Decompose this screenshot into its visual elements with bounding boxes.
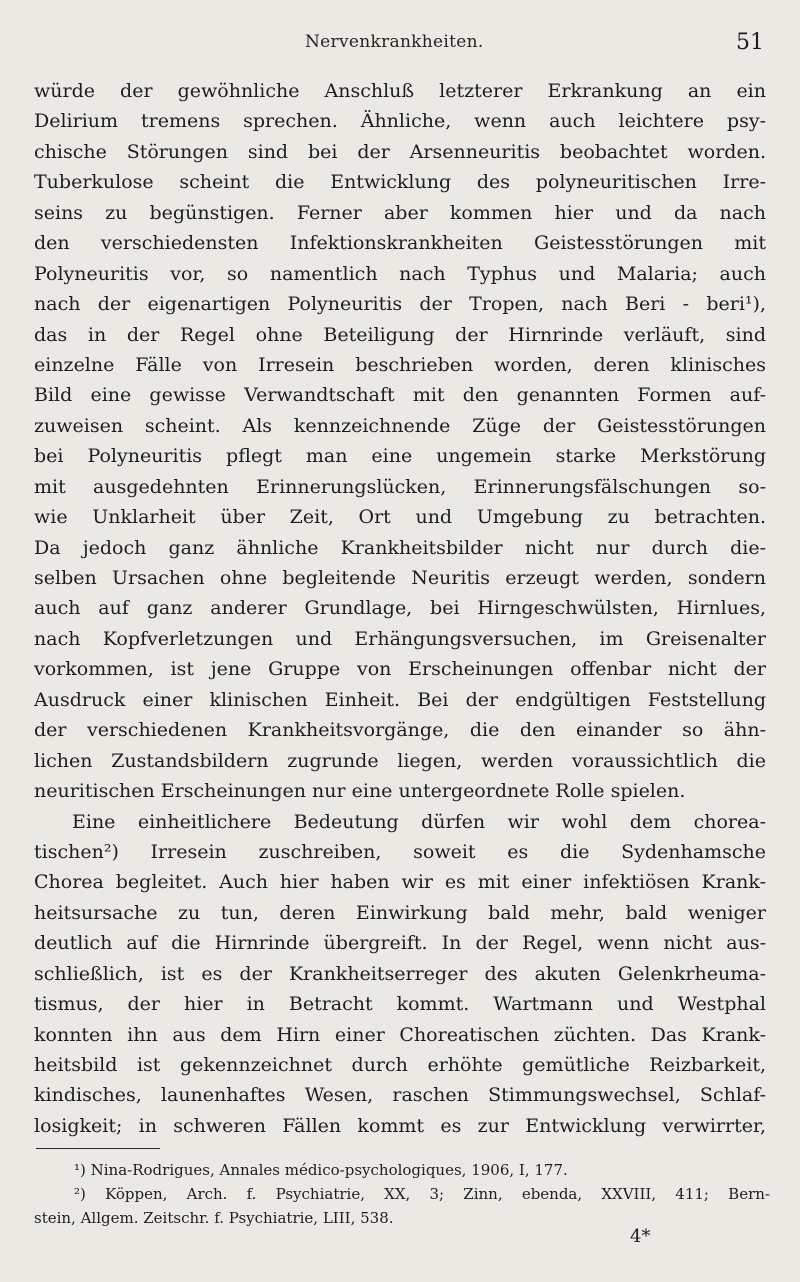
- text-line: lichen Zustandsbildern zugrunde liegen, werden voraussichtlich die: [34, 749, 766, 772]
- text-line: zuweisen scheint. Als kennzeichnende Züge der Geistesstörungen: [34, 414, 766, 437]
- main-text: [34, 76, 766, 1141]
- text-line: mit ausgedehnten Erinnerungslücken, Erinnerungsfälschungen so-: [34, 475, 766, 498]
- text-line: Ausdruck einer klinischen Einheit. Bei der endgültigen Feststellung: [34, 688, 766, 711]
- text-line: seins zu begünstigen. Ferner aber kommen hier und da nach: [34, 201, 766, 224]
- text-line: neuritischen Erscheinungen nur eine untergeordnete Rolle spielen.: [34, 780, 686, 803]
- text-line: heitsursache zu tun, deren Einwirkung bald mehr, bald weniger: [34, 901, 766, 924]
- footnote-line: ²) Köppen, Arch. f. Psychiatrie, XX, 3; Zinn, ebenda, XXVIII, 411; Bern-: [74, 1185, 770, 1203]
- text-line: Delirium tremens sprechen. Ähnliche, wenn auch leichtere psy-: [34, 110, 766, 133]
- text-line: nach Kopfverletzungen und Erhängungsversuchen, im Greisenalter: [34, 627, 766, 650]
- text-line: nach der eigenartigen Polyneuritis der Tropen, nach Beri - beri¹),: [34, 293, 766, 316]
- text-line: Tuberkulose scheint die Entwicklung des polyneuritischen Irre-: [34, 171, 766, 194]
- text-line: Polyneuritis vor, so namentlich nach Typhus und Malaria; auch: [34, 262, 766, 285]
- text-line: würde der gewöhnliche Anschluß letzterer Erkrankung an ein: [34, 80, 766, 102]
- page-number: 51: [736, 30, 764, 55]
- text-line: chische Störungen sind bei der Arsenneuritis beobachtet worden.: [34, 140, 766, 163]
- text-line: tismus, der hier in Betracht kommt. Wartmann und Westphal: [34, 993, 766, 1016]
- footnote-line: ¹) Nina-Rodrigues, Annales médico-psychologiques, 1906, I, 177.: [74, 1161, 568, 1179]
- running-title: Nervenkrankheiten.: [305, 32, 484, 52]
- text-line: vorkommen, ist jene Gruppe von Erscheinungen offenbar nicht der: [34, 658, 766, 681]
- text-line: Eine einheitlichere Bedeutung dürfen wir wohl dem chorea-: [72, 810, 766, 833]
- text-line: der verschiedenen Krankheitsvorgänge, die den einander so ähn-: [34, 719, 766, 742]
- text-line: kindisches, launenhaftes Wesen, raschen Stimmungswechsel, Schlaf-: [34, 1084, 766, 1107]
- text-line: auch auf ganz anderer Grundlage, bei Hirngeschwülsten, Hirnlues,: [34, 597, 766, 620]
- text-line: schließlich, ist es der Krankheitserreger des akuten Gelenkrheuma-: [34, 962, 766, 985]
- text-line: das in der Regel ohne Beteiligung der Hirnrinde verläuft, sind: [34, 323, 766, 346]
- text-line: heitsbild ist gekennzeichnet durch erhöhte gemütliche Reizbarkeit,: [34, 1054, 766, 1076]
- text-line: Chorea begleitet. Auch hier haben wir es mit einer infektiösen Krank-: [34, 871, 766, 894]
- text-line: deutlich auf die Hirnrinde übergreift. In der Regel, wenn nicht aus-: [34, 932, 766, 955]
- text-line: bei Polyneuritis pflegt man eine ungemein starke Merkstörung: [34, 445, 766, 468]
- footnote-divider: [36, 1148, 160, 1149]
- text-line: einzelne Fälle von Irresein beschrieben worden, deren klinisches: [34, 353, 766, 376]
- running-head: [0, 30, 800, 60]
- footnotes: [34, 1158, 770, 1230]
- text-line: Bild eine gewisse Verwandtschaft mit den genannten Formen auf-: [34, 384, 766, 407]
- text-line: konnten ihn aus dem Hirn einer Choreatischen züchten. Das Krank-: [34, 1023, 766, 1046]
- text-line: tischen²) Irresein zuschreiben, soweit es die Sydenhamsche: [34, 840, 766, 863]
- text-line: den verschiedensten Infektionskrankheiten Geistesstörungen mit: [34, 232, 766, 255]
- footnote-line: stein, Allgem. Zeitschr. f. Psychiatrie, LIII, 538.: [34, 1209, 394, 1227]
- text-line: losigkeit; in schweren Fällen kommt es zur Entwicklung verwirrter,: [34, 1114, 766, 1137]
- text-line: Da jedoch ganz ähnliche Krankheitsbilder nicht nur durch die-: [34, 536, 766, 559]
- text-line: wie Unklarheit über Zeit, Ort und Umgebung zu betrachten.: [34, 506, 766, 529]
- signature-mark: 4*: [630, 1226, 651, 1247]
- text-line: selben Ursachen ohne begleitende Neuritis erzeugt werden, sondern: [34, 567, 766, 589]
